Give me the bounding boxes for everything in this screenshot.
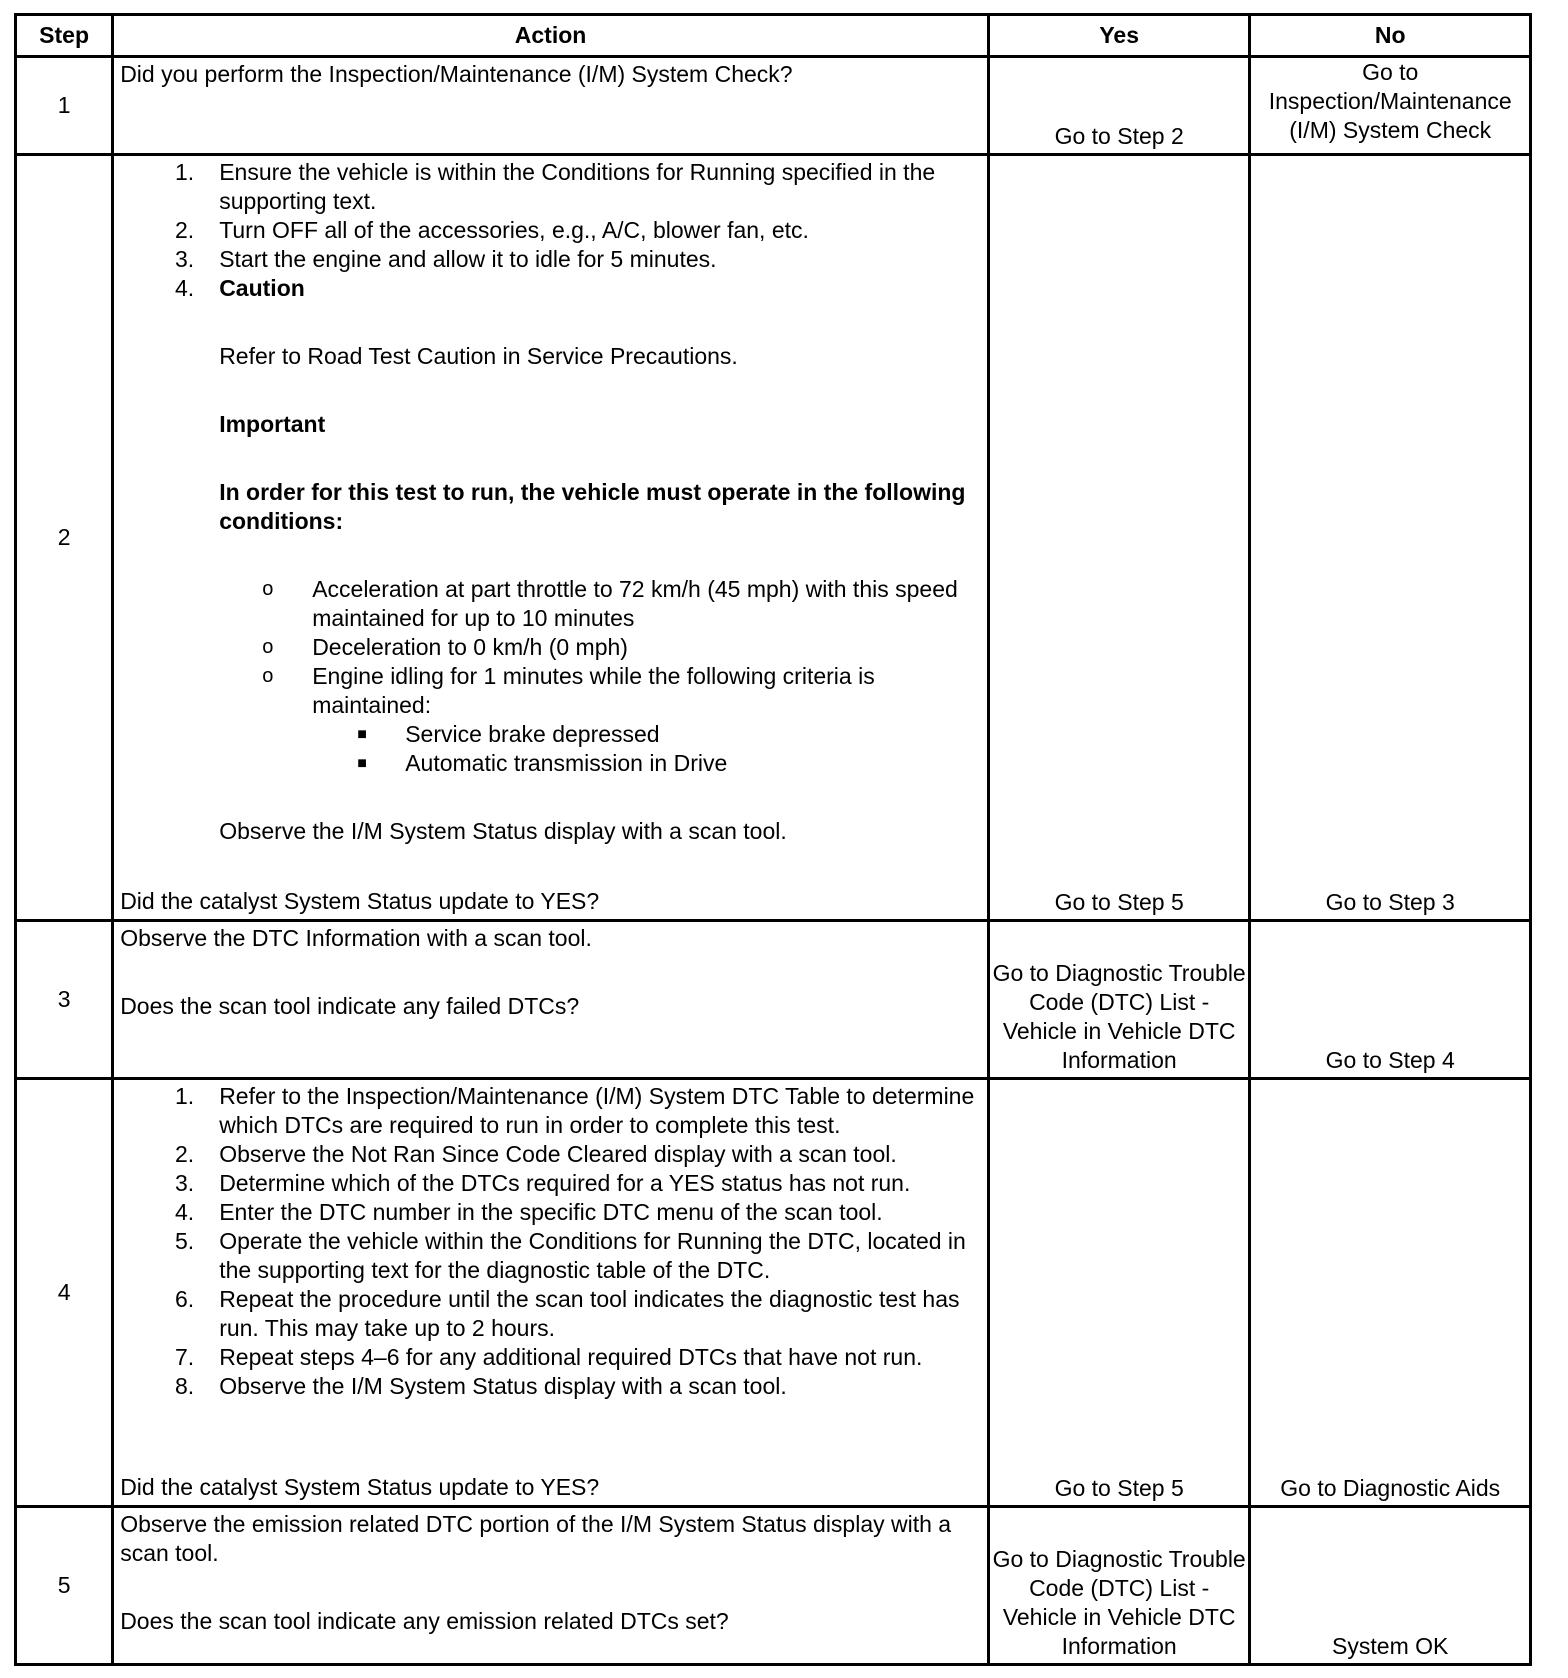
list-item: 7. Repeat steps 4–6 for any additional required DTCs that have not run.: [175, 1344, 923, 1370]
header-action: Action: [113, 15, 989, 57]
action-body: [120, 158, 983, 846]
criteria-list: [312, 720, 983, 778]
table-row: [16, 57, 1531, 155]
action-text: Observe the DTC Information with a scan tool.: [120, 925, 592, 951]
question-text: Does the scan tool indicate any failed DTCs?: [120, 993, 580, 1019]
action-cell: [113, 1507, 989, 1665]
action-cell: [113, 921, 989, 1079]
list-item: ■ Automatic transmission in Drive: [357, 750, 728, 776]
table-row: [16, 1507, 1531, 1665]
question-text: Did you perform the Inspection/Maintenance (I/M) System Check?: [120, 61, 793, 87]
header-no: No: [1250, 15, 1531, 57]
list-item: 2. Turn OFF all of the accessories, e.g., A/C, blower fan, etc.: [175, 217, 809, 243]
table-row: [16, 921, 1531, 1079]
action-cell: [113, 57, 989, 155]
no-cell: Go to Inspection/Maintenance (I/M) System Check: [1250, 57, 1531, 155]
list-item: 4. Caution Refer to Road Test Caution in Service Precautions. Important In order for this test to run, the vehicle must operate in the following conditions:: [120, 274, 983, 536]
important-text: In order for this test to run, the vehicle must operate in the following conditions:: [219, 479, 966, 534]
header-step: Step: [16, 15, 113, 57]
list-item: o Acceleration at part throttle to 72 km/h (45 mph) with this speed maintained for up to 10 minutes: [262, 576, 958, 631]
header-row: [16, 15, 1531, 57]
procedure-list: [120, 158, 983, 536]
list-item: 5. Operate the vehicle within the Conditions for Running the DTC, located in the supporting text for the diagnostic table of the DTC.: [175, 1228, 966, 1283]
list-item: 8. Observe the I/M System Status display with a scan tool.: [175, 1373, 787, 1399]
observe-text: Observe the I/M System Status display with a scan tool.: [219, 818, 787, 844]
list-item: o Deceleration to 0 km/h (0 mph): [262, 634, 628, 660]
no-cell: Go to Diagnostic Aids: [1250, 1079, 1531, 1507]
table-row: [16, 1079, 1531, 1507]
list-item: 6. Repeat the procedure until the scan tool indicates the diagnostic test has run. This may take up to 2 hours.: [175, 1286, 960, 1341]
step-number: 4: [16, 1079, 113, 1507]
list-item: 3. Determine which of the DTCs required for a YES status has not run.: [175, 1170, 911, 1196]
list-item: 1. Ensure the vehicle is within the Conditions for Running specified in the supporting text.: [175, 159, 936, 214]
table-row: [16, 155, 1531, 921]
list-item: 4. Enter the DTC number in the specific DTC menu of the scan tool.: [175, 1199, 883, 1225]
no-cell: System OK: [1250, 1507, 1531, 1665]
question-text: Did the catalyst System Status update to YES?: [120, 888, 600, 914]
list-item: 2. Observe the Not Ran Since Code Cleared display with a scan tool.: [175, 1141, 897, 1167]
question-text: Did the catalyst System Status update to YES?: [120, 1474, 600, 1500]
step-number: 1: [16, 57, 113, 155]
yes-cell: Go to Step 2: [988, 57, 1250, 155]
action-cell: [113, 1079, 989, 1507]
action-cell: [113, 155, 989, 921]
procedure-list: [120, 1082, 983, 1401]
step-number: 3: [16, 921, 113, 1079]
yes-cell: Go to Diagnostic Trouble Code (DTC) List - Vehicle in Vehicle DTC Information: [988, 921, 1250, 1079]
header-yes: Yes: [988, 15, 1250, 57]
no-cell: Go to Step 4: [1250, 921, 1531, 1079]
action-text: Observe the emission related DTC portion of the I/M System Status display with a scan tool.: [120, 1511, 952, 1566]
caution-label: Caution: [219, 275, 305, 301]
step-number: 2: [16, 155, 113, 921]
list-item: o Engine idling for 1 minutes while the following criteria is maintained: ■ Service brake depressed ■ Automatic transmission in Drive: [120, 662, 983, 778]
yes-cell: Go to Diagnostic Trouble Code (DTC) List - Vehicle in Vehicle DTC Information: [988, 1507, 1250, 1665]
no-cell: Go to Step 3: [1250, 155, 1531, 921]
yes-cell: Go to Step 5: [988, 155, 1250, 921]
conditions-list: [120, 575, 983, 778]
caution-text: Refer to Road Test Caution in Service Precautions.: [219, 343, 738, 369]
step-number: 5: [16, 1507, 113, 1665]
diagnostic-table: [14, 13, 1532, 1666]
important-label: Important: [219, 411, 326, 437]
list-item: ■ Service brake depressed: [357, 721, 660, 747]
question-text: Does the scan tool indicate any emission related DTCs set?: [120, 1608, 729, 1634]
yes-cell: Go to Step 5: [988, 1079, 1250, 1507]
list-item: 3. Start the engine and allow it to idle for 5 minutes.: [175, 246, 717, 272]
list-item: 1. Refer to the Inspection/Maintenance (I/M) System DTC Table to determine which DTCs are required to run in order to complete this test.: [175, 1083, 975, 1138]
